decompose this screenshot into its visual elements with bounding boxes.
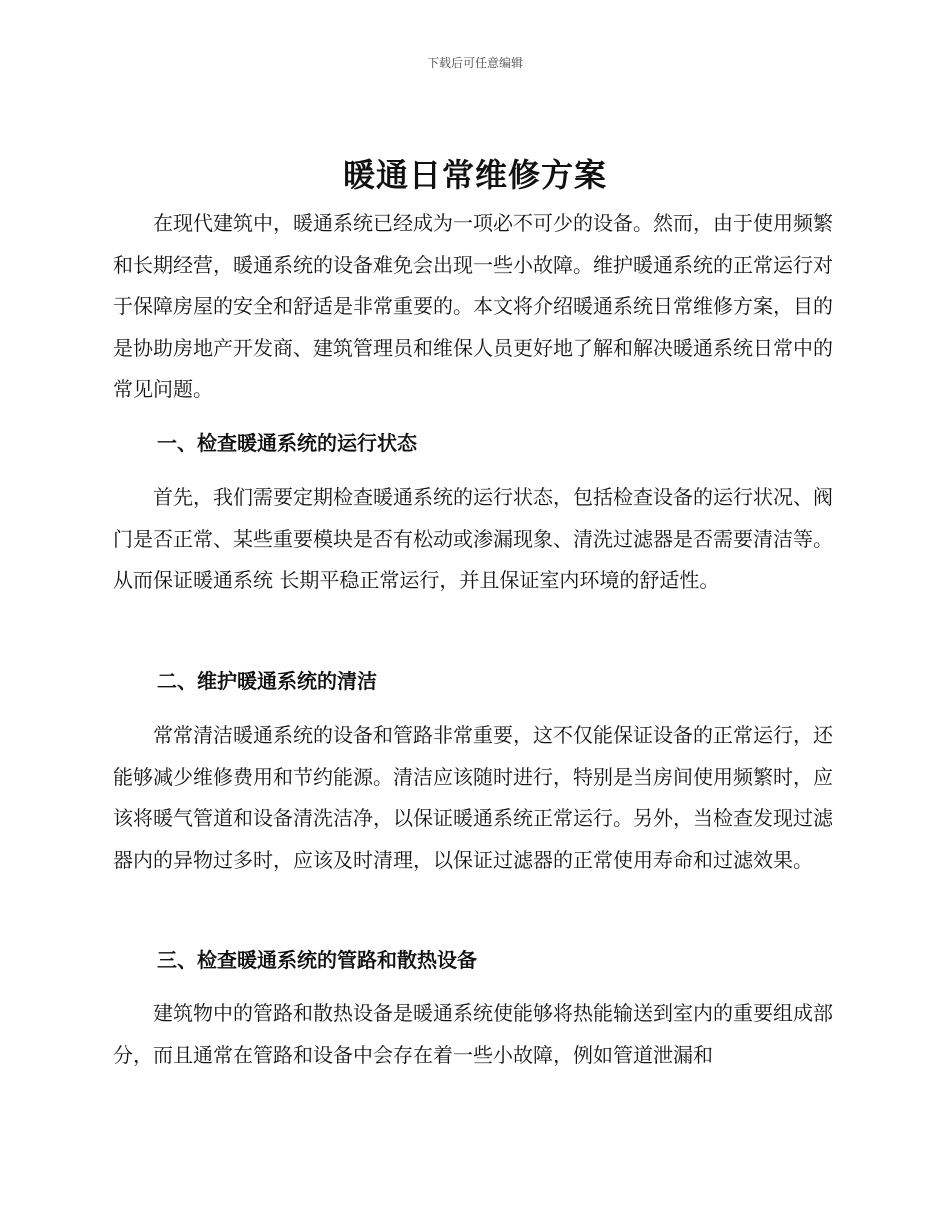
section-2 <box>113 666 833 696</box>
section-2-body <box>113 715 833 881</box>
section-heading: 一、检查暖通系统的运行状态 <box>157 431 417 455</box>
section-paragraph: 建筑物中的管路和散热设备是暖通系统使能够将热能输送到室内的重要组成部分，而且通常在管路和设备中会存在着一些小故障，例如管道泄漏和 <box>113 1001 833 1067</box>
intro-block <box>113 203 833 411</box>
section-paragraph: 常常清洁暖通系统的设备和管路非常重要，这不仅能保证设备的正常运行，还能够减少维修费用和节约能源。清洁应该随时进行，特别是当房间使用频繁时，应该将暖气管道和设备清洗洁净，以保证暖通系统正常运行。另外，当检查发现过滤器内的异物过多时，应该及时清理，以保证过滤器的正常使用寿命和过滤效果。 <box>113 723 833 872</box>
section-1-body <box>113 477 833 602</box>
section-3-body <box>113 993 833 1076</box>
page-title: 暖通日常维修方案 <box>342 156 607 194</box>
section-1 <box>113 428 833 458</box>
intro-paragraph: 在现代建筑中，暖通系统已经成为一项必不可少的设备。然而，由于使用频繁和长期经营，暖通系统的设备难免会出现一些小故障。维护暖通系统的正常运行对于保障房屋的安全和舒适是非常重要的。本文将介绍暖通系统日常维修方案，目的是协助房地产开发商、建筑管理员和维保人员更好地了解和解决暖通系统日常中的常见问题。 <box>113 211 833 401</box>
header-note: 下载后可任意编辑 <box>426 56 523 70</box>
section-3 <box>113 945 833 975</box>
section-paragraph: 首先，我们需要定期检查暖通系统的运行状态，包括检查设备的运行状况、阀门是否正常、某些重要模块是否有松动或渗漏现象、清洗过滤器是否需要清洁等。从而保证暖通系统 长期平稳正常运行，并且保证室内环境的舒适性。 <box>113 485 833 592</box>
section-heading: 二、维护暖通系统的清洁 <box>157 669 377 693</box>
section-heading: 三、检查暖通系统的管路和散热设备 <box>157 948 477 972</box>
